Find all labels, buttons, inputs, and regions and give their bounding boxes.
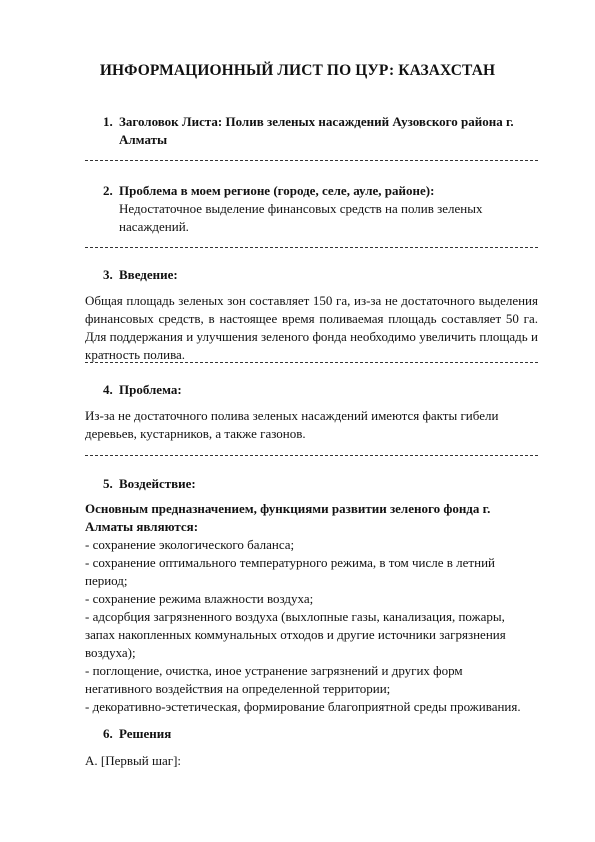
section-2-number: 2. [103, 183, 113, 198]
section-6-step: A. [Первый шаг]: [85, 753, 182, 768]
list-item: - поглощение, очистка, иное устранение загрязнений и других форм негативного воздействия на определенной территории; [85, 663, 463, 696]
section-1-number: 1. [103, 114, 113, 129]
section-4-body: Из-за не достаточного полива зеленых насаждений имеются факты гибели деревьев, кустарников, а также газонов. [85, 408, 499, 441]
separator [85, 247, 538, 248]
section-3-body: Общая площадь зеленых зон составляет 150 га, из-за не достаточного выделения финансовых средств, в настоящее время поливаемая площадь составляет 50 га. Для поддержания и улучшения зеленого фонда необходимо увеличить площадь и кратность полива. [85, 293, 538, 362]
section-6-heading: Решения [119, 726, 172, 741]
list-item: - сохранение оптимального температурного режима, в том числе в летний период; [85, 555, 495, 588]
section-3-number: 3. [103, 267, 113, 282]
section-1-title: Заголовок Листа: Полив зеленых насаждений Аузовского района г. Алматы [119, 114, 514, 147]
separator [85, 455, 538, 456]
section-2-heading: Проблема в моем регионе (городе, селе, ауле, районе): [119, 183, 435, 198]
list-item: - сохранение экологического баланса; [85, 537, 295, 552]
list-item: - декоративно-эстетическая, формирование благоприятной среды проживания. [85, 699, 521, 714]
separator [85, 160, 538, 161]
section-5-heading: Воздействие: [119, 476, 196, 491]
page-title: ИНФОРМАЦИОННЫЙ ЛИСТ ПО ЦУР: КАЗАХСТАН [99, 62, 496, 79]
section-6-number: 6. [103, 726, 113, 741]
list-item: - адсорбция загрязненного воздуха (выхлопные газы, канализация, пожары, запах накопленных коммунальных отходов и другие источники загрязнения воздуха); [85, 609, 506, 660]
section-2-body: Недостаточное выделение финансовых средств на полив зеленых насаждений. [119, 201, 483, 234]
section-3-heading: Введение: [119, 267, 178, 282]
section-5-intro: Основным предназначением, функциями развитии зеленого фонда г. Алматы являются: [85, 501, 491, 534]
separator [85, 362, 538, 363]
list-item: - сохранение режима влажности воздуха; [85, 591, 314, 606]
section-4-number: 4. [103, 382, 113, 397]
section-5-content [85, 500, 530, 716]
section-5-number: 5. [103, 476, 113, 491]
section-4-heading: Проблема: [119, 382, 182, 397]
